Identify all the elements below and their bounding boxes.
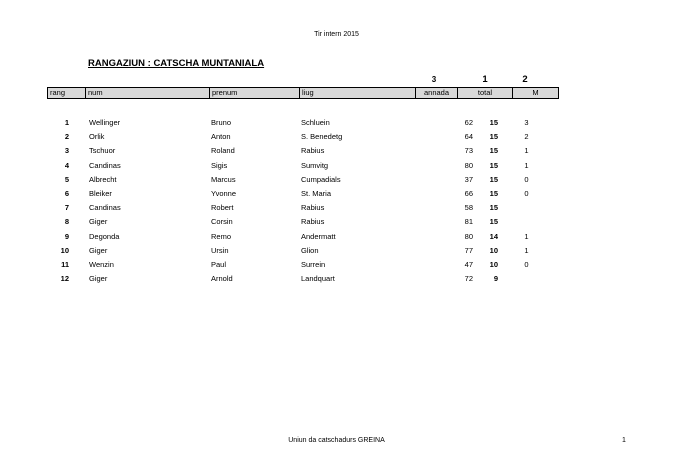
table-row (47, 130, 559, 144)
cell-prenum: Ursin (211, 245, 229, 255)
footer-text: Uniun da catschadurs GREINA (288, 437, 385, 444)
table-row (47, 258, 559, 272)
cell-total: 15 (489, 188, 498, 198)
cell-m: 0 (524, 188, 529, 198)
cell-prenum: Paul (211, 259, 227, 269)
header-rang-label: rang (50, 88, 66, 97)
cell-liug: Andermatt (301, 231, 336, 241)
cell-m: 1 (524, 231, 529, 241)
cell-annada: 62 (464, 118, 473, 127)
header-num (86, 88, 210, 98)
cell-num: Giger (89, 274, 108, 284)
cell-annada: 80 (464, 231, 473, 241)
cell-num: Degonda (89, 231, 120, 241)
table-row (47, 244, 559, 258)
cell-prenum: Bruno (211, 118, 232, 127)
cell-prenum: Marcus (211, 174, 236, 184)
column-number-annada: 3 (431, 75, 437, 84)
table-body (47, 116, 559, 286)
cell-annada: 77 (464, 245, 473, 255)
cell-rang: 8 (64, 217, 69, 227)
cell-liug: Surrein (301, 259, 326, 269)
cell-num: Candinas (89, 203, 121, 213)
cell-total: 15 (489, 146, 498, 156)
header-liug-label: liug (302, 88, 314, 97)
cell-rang: 5 (64, 174, 69, 184)
column-number-total: 1 (482, 74, 488, 85)
cell-rang: 11 (61, 259, 69, 269)
cell-annada: 37 (464, 174, 473, 184)
cell-m: 2 (524, 132, 529, 142)
cell-rang: 9 (64, 231, 69, 241)
cell-liug: Glion (301, 245, 319, 255)
cell-annada: 80 (464, 160, 473, 170)
cell-annada: 73 (464, 146, 473, 156)
header-total-label: total (477, 88, 493, 97)
header-m-label: M (532, 88, 539, 97)
cell-m: 0 (524, 259, 529, 269)
cell-total: 15 (489, 203, 498, 213)
header-num-label: num (88, 88, 103, 97)
cell-liug: Rabius (301, 217, 325, 227)
table-row (47, 144, 559, 158)
cell-prenum: Corsin (211, 217, 233, 227)
header-total (458, 88, 513, 98)
table-header (47, 87, 559, 99)
cell-annada: 72 (464, 274, 473, 284)
cell-prenum: Anton (211, 132, 231, 142)
cell-num: Wellinger (89, 118, 121, 127)
page-number: 1 (622, 437, 626, 444)
table-row (47, 201, 559, 215)
cell-liug: Rabius (301, 203, 325, 213)
cell-liug: Landquart (301, 274, 335, 284)
cell-prenum: Sigis (211, 160, 228, 170)
cell-m: 3 (524, 118, 529, 127)
cell-rang: 12 (60, 274, 69, 284)
cell-rang: 1 (64, 118, 69, 127)
cell-rang: 2 (64, 132, 69, 142)
header-prenum (210, 88, 300, 98)
cell-m: 0 (524, 174, 529, 184)
header-annada-label: annada (423, 88, 450, 97)
cell-total: 10 (489, 245, 498, 255)
cell-prenum: Yvonne (211, 188, 237, 198)
cell-annada: 81 (464, 217, 473, 227)
header-liug (300, 88, 416, 98)
cell-total: 15 (489, 118, 498, 127)
header-prenum-label: prenum (212, 88, 238, 97)
cell-total: 15 (489, 132, 498, 142)
table-row (47, 116, 559, 130)
cell-num: Candinas (89, 160, 121, 170)
cell-prenum: Arnold (211, 274, 233, 284)
cell-num: Albrecht (89, 174, 117, 184)
cell-annada: 47 (464, 259, 473, 269)
cell-annada: 66 (464, 188, 473, 198)
column-numbers (0, 74, 673, 86)
cell-num: Giger (89, 217, 108, 227)
table-row (47, 187, 559, 201)
cell-annada: 58 (464, 203, 473, 213)
cell-prenum: Remo (211, 231, 232, 241)
cell-annada: 64 (464, 132, 473, 142)
table-row (47, 230, 559, 244)
cell-total: 15 (489, 217, 498, 227)
cell-total: 9 (493, 274, 498, 284)
cell-m: 1 (524, 146, 529, 156)
cell-total: 10 (489, 259, 498, 269)
cell-num: Giger (89, 245, 108, 255)
table-row (47, 215, 559, 229)
cell-liug: Cumpadials (301, 174, 341, 184)
cell-total: 15 (489, 174, 498, 184)
cell-liug: Schluein (301, 118, 330, 127)
cell-num: Wenzin (89, 259, 114, 269)
header-m (513, 88, 558, 98)
cell-num: Bleiker (89, 188, 112, 198)
cell-prenum: Roland (211, 146, 235, 156)
cell-liug: Rabius (301, 146, 325, 156)
cell-liug: St. Maria (301, 188, 332, 198)
header-rang (48, 88, 86, 98)
cell-liug: S. Benedetg (301, 132, 343, 142)
cell-m: 1 (524, 160, 529, 170)
document-title: Tir intern 2015 (314, 31, 359, 38)
cell-prenum: Robert (211, 203, 234, 213)
cell-num: Orlik (89, 132, 105, 142)
cell-rang: 10 (60, 245, 69, 255)
table-row (47, 159, 559, 173)
table-row (47, 272, 559, 286)
header-annada (416, 88, 458, 98)
cell-total: 15 (489, 160, 498, 170)
cell-rang: 7 (64, 203, 69, 213)
column-number-m: 2 (522, 74, 528, 85)
cell-rang: 3 (64, 146, 69, 156)
cell-liug: Sumvitg (301, 160, 329, 170)
cell-num: Tschuor (89, 146, 116, 156)
cell-total: 14 (489, 231, 498, 241)
cell-m: 1 (524, 245, 529, 255)
cell-rang: 4 (64, 160, 69, 170)
cell-rang: 6 (64, 188, 69, 198)
table-row (47, 173, 559, 187)
section-title: RANGAZIUN : CATSCHA MUNTANIALA (88, 58, 265, 69)
